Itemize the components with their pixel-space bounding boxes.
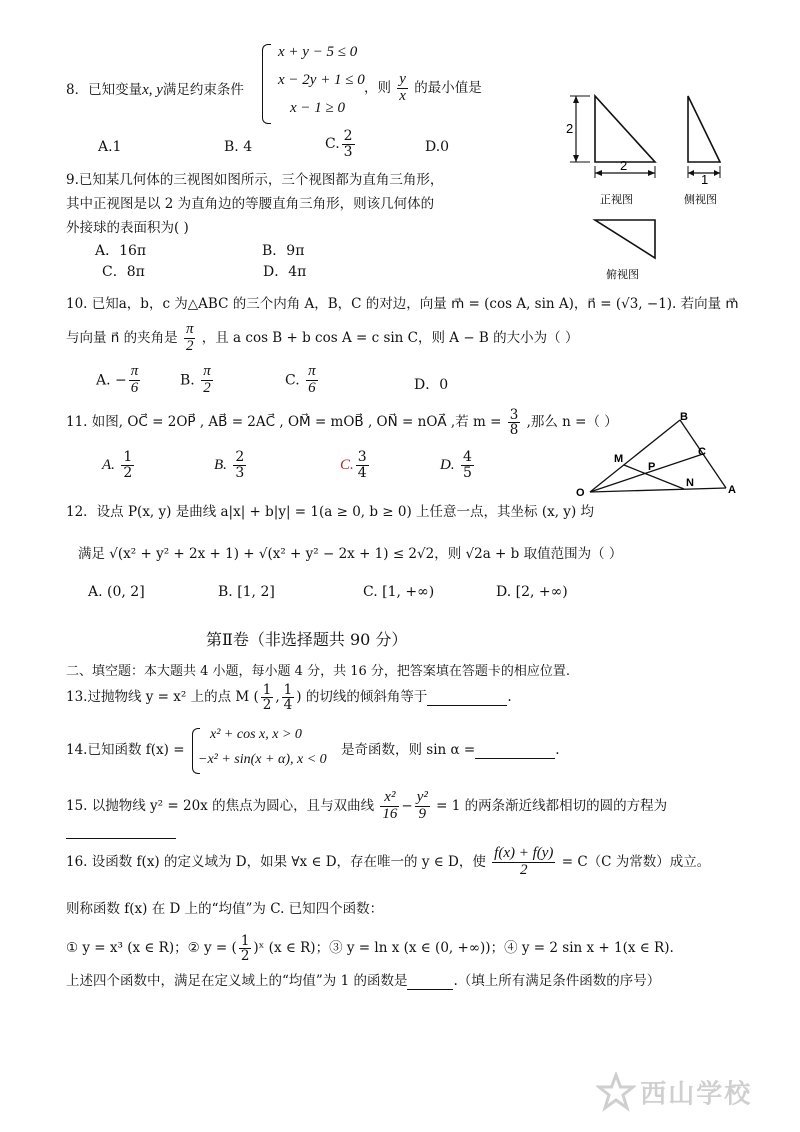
q13-comma: , [275,689,280,706]
q11-stem [66,408,618,437]
segment-oa [590,488,726,492]
q11-option-d-frac [461,450,474,480]
q15-post: = 1 的两条渐近线都相切的圆的方程为 [436,797,668,814]
q12-option-d: D. [2, +∞) [496,584,568,600]
q8-constraint-1: x + y − 5 ≤ 0 [278,44,358,60]
q10-option-c [285,364,320,397]
watermark-star-icon [596,1072,636,1112]
q10-option-c-frac [306,364,318,397]
q10-line-2-post: ，且 a cos B + b cos A = c sin C，则 A − B 的大小为（ ） [201,329,579,346]
q9-option-b: B．9π [262,243,305,259]
q10-option-a-num: π [130,363,139,379]
q13-pre: 13.过抛物线 y = x² 上的点 M ( [66,689,259,706]
q9-option-a: A．16π [95,243,147,259]
q10-option-a-frac [129,364,141,397]
q14-case-1: x² + cos x, x > 0 [210,727,302,742]
q14-answer-blank[interactable] [475,742,555,759]
q12-option-a: A. (0, 2] [88,584,145,600]
q11-option-a-label: A. [102,457,115,474]
q16-line-1 [66,846,710,879]
q10-option-d: D．0 [414,377,449,393]
front-view-width-label: 2 [620,158,628,173]
watermark-text: 西山学校 [640,1079,753,1110]
q8-prefix: 8．已知变量 [66,82,143,98]
q11-option-d-label: D. [440,457,455,474]
q11-option-c [340,450,371,480]
q16-average-frac [492,846,555,879]
q16-line-1-pre: 16. 设函数 f(x) 的定义域为 D，如果 ∀x ∈ D，存在唯一的 y ∈ D，使 [66,853,486,870]
q11-option-a [102,450,136,480]
q8-option-a: A.1 [98,139,122,155]
q16-line-4-post: .（填上所有满足条件函数的序号） [453,973,661,989]
q10-option-a-label: A. [96,372,111,389]
q8-option-c-den: 3 [343,143,353,160]
q12-option-b: B. [1, 2] [218,584,275,600]
q10-option-b-den: 2 [203,379,211,396]
q13-stem [66,683,512,712]
q9-line-2: 其中正视图是以 2 为直角边的等腰直角三角形，则该几何体的 [66,196,435,212]
q10-option-c-den: 6 [308,379,316,396]
q8-mid: 满足约束条件 [162,82,244,98]
q10-option-b-frac [201,364,213,397]
side-view-width-label: 1 [701,172,709,187]
q10-line-2-pre: 与向量 n⃗ 的夹角是 [66,329,178,346]
point-label-b: B [680,411,688,423]
q14-post: 是奇函数，则 sin α = [341,742,476,758]
front-view-triangle [595,96,655,162]
q15-h-num-1: x² [380,790,399,807]
q13-y-num: 1 [283,682,293,698]
q12-line-1: 12．设点 P(x, y) 是曲线 a|x| + b|y| = 1(a ≥ 0, b ≥ 0) 上任意一点，其坐标 (x, y) 均 [66,504,594,520]
q8-suffix: 的最小值是 [414,79,482,96]
q8-option-c-num: 2 [343,128,353,144]
q11-m-num: 3 [509,407,519,423]
q14-case-2: −x² + sin(x + α), x < 0 [198,752,327,767]
q16-line-3 [66,934,674,963]
q16-line-2: 则称函数 f(x) 在 D 上的“均值”为 C. 已知四个函数： [66,901,384,917]
q11-m-den: 8 [509,422,519,439]
q11-option-b-num: 2 [235,449,245,465]
q11-m-frac [508,408,521,437]
point-label-n: N [686,477,694,489]
q10-option-a-den: 6 [130,379,139,396]
q15-pre: 15. 以抛物线 y² = 20x 的焦点为圆心，且与双曲线 [66,797,375,814]
q10-option-c-num: π [308,363,316,379]
q11-option-c-frac [356,450,369,480]
q11-option-a-den: 2 [123,464,133,481]
q10-angle-num: π [185,321,194,337]
q15-hyperbola-frac-2 [415,790,430,823]
point-label-a: A [728,484,736,496]
part2-title: 第Ⅱ卷（非选择题共 90 分） [206,630,408,649]
q13-end: . [507,689,512,706]
q9-line-1: 9.已知某几何体的三视图如图所示，三个视图都为直角三角形， [66,172,444,188]
q8-tail [364,72,482,105]
q11-option-c-den: 4 [357,464,367,481]
side-view-label: 侧视图 [684,194,717,206]
q12-option-c: C. [1, +∞) [363,584,435,600]
q11-option-c-num: 3 [357,449,367,465]
point-label-p: P [648,461,656,473]
q11-option-b-frac [233,450,246,480]
q11-option-b-label: B. [214,457,227,474]
q8-option-b: B. 4 [224,139,253,155]
q9-option-d: D．4π [263,264,307,280]
q15-stem [66,790,667,823]
q13-x-num: 1 [262,682,272,698]
q14-end: . [555,742,560,758]
q11-line-pre: 11. 如图, OC⃗ = 2OP⃗ , AB⃗ = 2AC⃗ , OM⃗ = mOB⃗ , ON⃗ = nOA⃗ ,若 m = [66,414,502,431]
q16-line-4 [66,969,660,990]
q8-ratio-den: x [399,87,406,104]
q13-post: ) 的切线的倾斜角等于 [296,689,428,706]
q11-line-post: ,那么 n =（ ） [526,414,618,431]
q10-option-a [96,364,142,397]
side-view-triangle [688,96,720,162]
q16-average-num: f(x) + f(y) [494,845,554,861]
q10-option-b [180,364,215,397]
q8-ratio-num: y [399,71,406,87]
q8-constraint-2: x − 2y + 1 ≤ 0 [278,72,365,88]
q14-pre: 14.已知函数 f(x) = [66,742,185,758]
q15-h-num-2: y² [416,789,428,805]
q16-line-1-post: = C（C 为常数）成立。 [561,853,711,870]
q12-line-2: 满足 √(x² + y² + 2x + 1) + √(x² + y² − 2x + 1) ≤ 2√2，则 √2a + b 取值范围为（ ） [78,546,623,562]
watermark [596,1072,752,1112]
point-label-m: M [614,453,624,465]
q13-x-den: 2 [262,697,272,714]
q15-h-den-1: 16 [382,805,398,822]
q9-option-c: C．8π [102,264,145,280]
q13-y-frac [282,683,295,712]
q16-average-den: 2 [520,861,528,878]
q16-answer-blank[interactable] [407,973,453,990]
top-view-label: 俯视图 [606,269,639,281]
q10-option-b-label: B. [180,372,195,389]
top-view-triangle [595,220,655,258]
q15-hyperbola-frac-1 [380,790,399,823]
q11-option-d [440,450,476,480]
q16-base-num: 1 [240,933,250,949]
q13-y-den: 4 [283,697,293,714]
q8-ratio [397,72,408,105]
q10-line-2 [66,322,578,355]
q11-option-b [214,450,248,480]
q13-x-frac [261,683,274,712]
q11-option-b-den: 3 [235,464,245,481]
fill-in-header: 二、填空题：本大题共 4 小题，每小题 4 分，共 16 分，把答案填在答题卡的相应位置. [66,664,571,679]
q10-option-c-label: C. [285,372,300,389]
q8-stem [66,78,244,99]
q11-option-c-label: C. [340,457,354,474]
q10-option-b-num: π [203,363,211,379]
segment-ob [590,420,680,492]
front-view-height-label: 2 [566,121,574,136]
q11-figure [568,410,748,500]
q10-angle-frac [184,322,196,355]
q8-vars: x, y [142,82,163,98]
q10-angle-den: 2 [185,337,194,354]
q15-h-den-2: 9 [418,805,427,822]
q13-answer-blank[interactable] [427,689,507,706]
q10-option-a-sign: − [115,372,127,389]
q16-line-3-a: ① y = x³ (x ∈ R)；② y = ( [66,940,237,957]
point-label-o: O [576,487,585,499]
q8-constraint-brace [262,44,271,124]
q8-constraint-3: x − 1 ≥ 0 [290,100,346,116]
q11-option-d-num: 4 [463,449,472,465]
q14-tail [341,738,560,759]
q15-minus: − [401,797,413,814]
q8-option-d: D.0 [425,139,450,155]
q16-line-3-b: )ˣ (x ∈ R)；③ y = ln x (x ∈ (0, +∞))；④ y = 2 sin x + 1(x ∈ R). [253,940,674,957]
q11-option-a-frac [121,450,134,480]
q8-then: ，则 [364,79,391,96]
three-views-figure [560,86,740,286]
q9-line-3: 外接球的表面积为( ) [66,220,189,236]
q16-line-4-pre: 上述四个函数中，满足在定义域上的“均值”为 1 的函数是 [66,973,408,989]
q15-answer-blank[interactable] [66,824,176,839]
front-view-label: 正视图 [600,194,633,206]
q11-option-a-num: 1 [123,449,133,465]
q16-base-den: 2 [240,948,250,965]
q8-option-c [325,129,357,159]
q11-option-d-den: 5 [463,464,472,481]
q16-base-frac [239,934,252,963]
q10-line-1: 10. 已知a，b，c 为△ABC 的三个内角 A，B，C 的对边，向量 m⃗ = (cos A, sin A)，n⃗ = (√3, −1). 若向量 m⃗ [66,296,739,312]
point-label-c: C [698,446,706,458]
q8-option-c-label: C. [325,136,340,153]
q8-option-c-frac [342,129,355,159]
